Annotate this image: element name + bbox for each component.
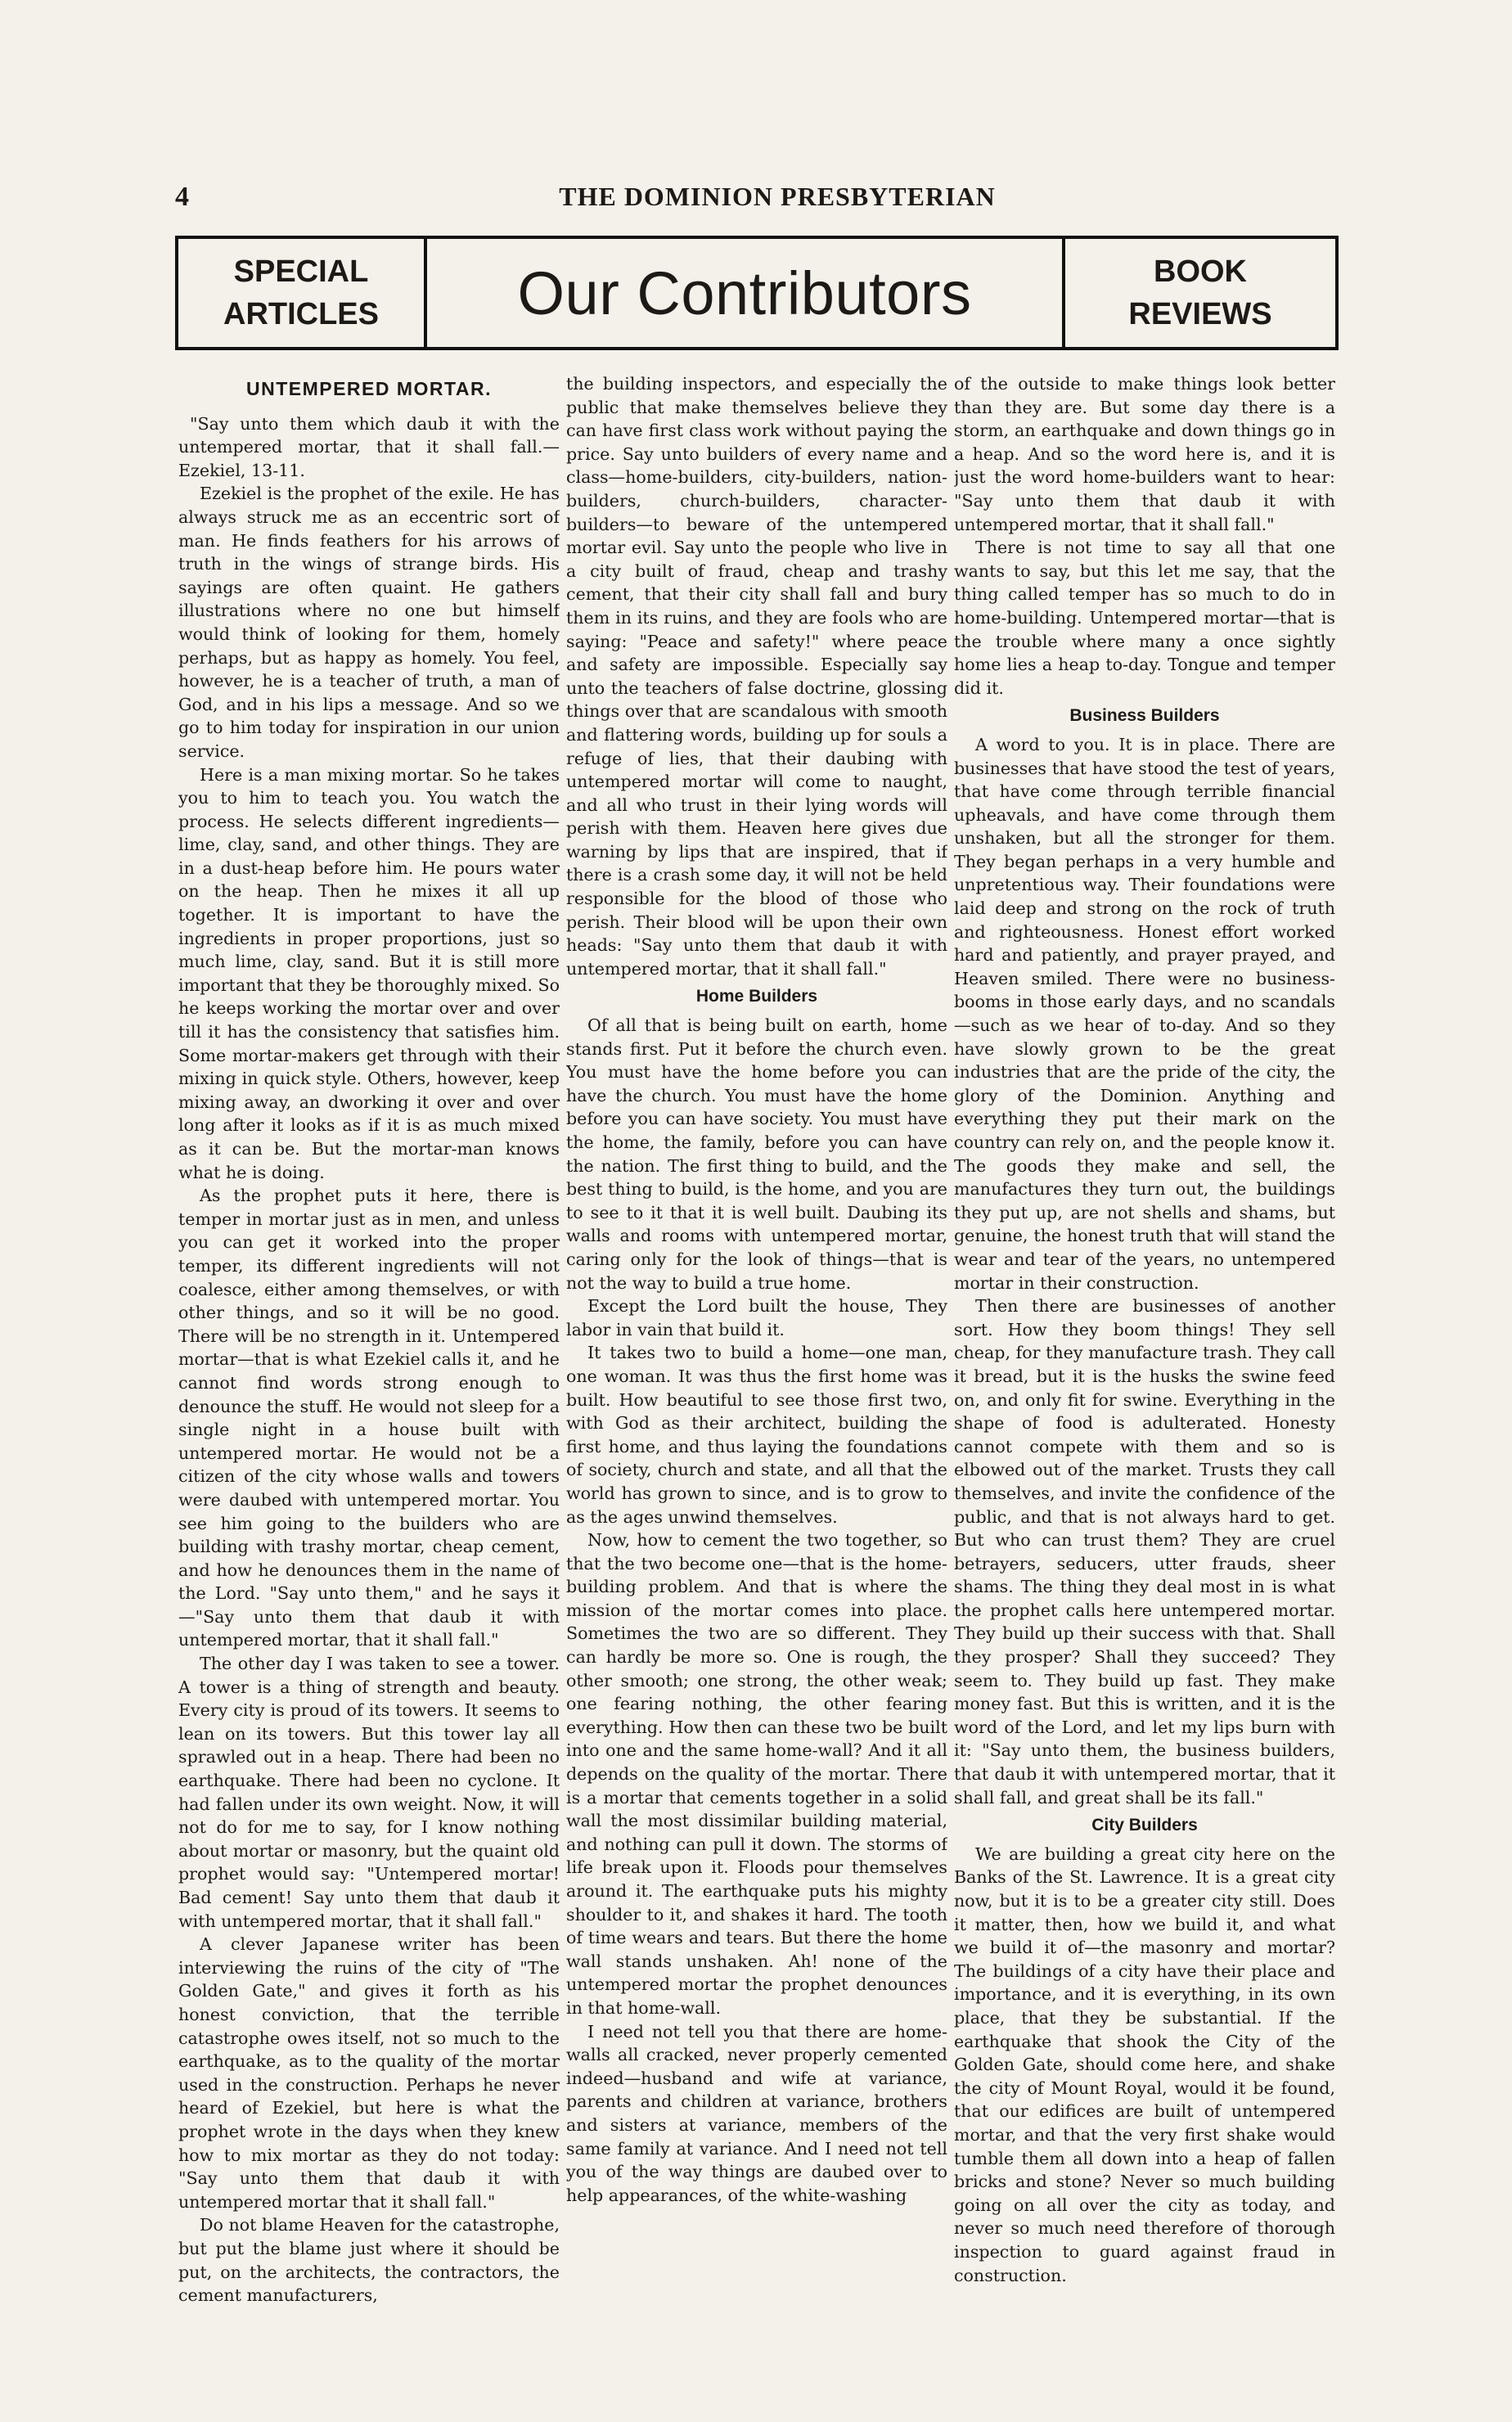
paragraph: The other day I was taken to see a tower. A tower is a thing of strength and beauty. Every city is proud of its towers. It seems to lean on its towers. But this tower lay all sprawled out in a heap. There had been no earthquake. There had been no cyclone. It had fallen under its own weight. Now, it will not do for me to say, for I know nothing about mortar or masonry, but the quaint old prophet would say: "Untempered mortar! Bad cement! Say unto them that daub it with untempered mortar, that it shall fall." [178, 1654, 560, 1931]
banner-center-box [424, 239, 1065, 347]
paragraph: Then there are businesses of another sort. How they boom things! They sell cheap, for they manufacture trash. They call it bread, but it is the husks the swine feed on, and only fit for swine. Everything in the shape of food is adulterated. Honesty cannot compete with them and so is elbowed out of the market. Trusts they call themselves, and invite the confidence of the public, and that is not always hard to get. But who can trust them? They are cruel betrayers, seducers, utter frauds, sheer shams. The thing they deal most in is what the prophet calls here untempered mortar. They build up their success with that. Shall they prosper? Shall they succeed? They seem to. They build up fast. They make money fast. But this is written, and it is the word of the Lord, and let my lips burn with it: "Say unto them, the business builders, that daub it with untempered mortar, that it shall fall, and great shall be its fall." [954, 1296, 1335, 1807]
section-heading: Home Builders [695, 987, 818, 1006]
section-banner [175, 236, 1339, 350]
article-column-3 [954, 372, 1335, 2385]
paragraph: As the prophet puts it here, there is temper in mortar just as in men, and unless you can get it worked into the proper temper, its different ingredients will not coalesce, either among themselves, or with other things, and so it will be no good. There will be no strength in it. Untempered mortar—that is what Ezekiel calls it, and he cannot find words strong enough to denounce the stuff. He would not sleep for a single night in a house built with untempered mortar. He would not be a citizen of the city whose walls and towers were daubed with untempered mortar. You see him going to the builders who are building with trashy mortar, cheap cement, and how he denounces them in the name of the Lord. "Say unto them," and he says it—"Say unto them that daub it with untempered mortar, that it shall fall." [178, 1186, 560, 1650]
section-heading: City Builders [1091, 1816, 1198, 1835]
section-heading: Business Builders [1069, 706, 1220, 726]
banner-left-box [178, 239, 427, 347]
paragraph: There is not time to say all that one wants to say, but this let me say, that the thing called temper has so much to do in home-building. Untempered mortar—that is the trouble where many a once sightly home lies a heap to-day. Tongue and temper did it. [954, 538, 1335, 698]
publication-title: THE DOMINION PRESBYTERIAN [559, 182, 996, 211]
paragraph: of the outside to make things look better than they are. But some day there is a storm, an earthquake and down things go in a heap. And so the word here is, and it is just the word home-builders want to hear: "Say unto them that daub it with untempered mortar, that it shall fall." [954, 374, 1335, 534]
article-column-1 [178, 372, 560, 2385]
paragraph: A word to you. It is in place. There are businesses that have stood the test of years, that have come through terrible financial upheavals, and have come through them unshaken, but all the stronger for them. They began perhaps in a very humble and unpretentious way. Their foundations were laid deep and strong on the rock of truth and righteousness. Honest effort worked hard and patiently, and prayer prayed, and Heaven smiled. There were no business-booms in those early days, and no scandals—such as we hear of to-day. And so they have slowly grown to be the great industries that are the pride of the city, the glory of the Dominion. Anything and everything they put their mark on the country can rely on, and the people know it. The goods they make and sell, the manufactures they turn out, the buildings they put up, are not shells and shams, but genuine, the honest truth that will stand the wear and tear of the years, no untempered mortar in their construction. [954, 734, 1335, 1293]
paragraph: Of all that is being built on earth, home stands first. Put it before the church even. You must have the home before you can have the church. You must have the home before you can have society. You must have the home, the family, before you can have the nation. The first thing to build, and the best thing to build, is the home, and you are to see to it that it is well built. Daubing its walls and rooms with untempered mortar, caring only for the look of things—that is not the way to build a true home. [566, 1015, 947, 1293]
section-title: Our Contributors [517, 259, 972, 327]
paragraph: A clever Japanese writer has been interviewing the ruins of the city of "The Golden Gate," and gives it forth as his honest conviction, that the terrible catastrophe owes itself, not so much to the earthquake, as to the quality of the mortar used in the construction. Perhaps he never heard of Ezekiel, but here is what the prophet wrote in the days when they knew how to mix mortar as they do not today: "Say unto them that daub it with untempered mortar that it shall fall." [178, 1934, 560, 2212]
banner-right-box [1062, 239, 1335, 347]
paragraph: Except the Lord built the house, They labor in vain that build it. [566, 1296, 947, 1339]
paragraph: We are building a great city here on the Banks of the St. Lawrence. It is a great city now, but it is to be a greater city still. Does it matter, then, how we build it, and what we build it of—the masonry and mortar? The buildings of a city have their place and importance, and it is everything, in its own place, that they be substantial. If the earthquake that shook the City of the Golden Gate, should come here, and shake the city of Mount Royal, would it be found, that our edifices are built of untempered mortar, and that the very first shake would tumble them all down into a heap of fallen bricks and stone? Never so much building going on all over the city as today, and never so much need therefore of thorough inspection to guard against fraud in construction. [954, 1844, 1335, 2285]
book-reviews-label: BOOK REVIEWS [1128, 254, 1272, 331]
article-title: UNTEMPERED MORTAR. [245, 378, 492, 399]
scripture-quote: "Say unto them which daub it with the untempered mortar, that it shall fall.—Ezekiel, 13-11. [178, 413, 560, 480]
paragraph: Here is a man mixing mortar. So he takes you to him to teach you. You watch the process. He selects different ingredients—lime, clay, sand, and other things. They are in a dust-heap before him. He pours water on the heap. Then he mixes it all up together. It is important to have the ingredients in proper proportions, just so much lime, clay, sand. But it is still more important that they be thoroughly mixed. So he keeps working the mortar over and over till it has the consistency that satisfies him. Some mortar-makers get through with their mixing in quick style. Others, however, keep mixing away, an dworking it over and over long after it looks as if it is as much mixed as it can be. But the mortar-man knows what he is doing. [178, 764, 560, 1182]
paragraph: the building inspectors, and especially the public that make themselves believe they can have first class work without paying the price. Say unto builders of every name and class—home-builders, city-builders, nation-builders, church-builders, character-builders—to beware of the untempered mortar evil. Say unto the people who live in a city built of fraud, cheap and trashy cement, that their city shall fall and bury them in its ruins, and they are fools who are saying: "Peace and safety!" where peace and safety are impossible. Especially say unto the teachers of false doctrine, glossing things over that are scandalous with smooth and flattering words, building up for souls a refuge of lies, that their daubing with untempered mortar will come to naught, and all who trust in their lying words will perish with them. Heaven here gives due warning by lips that are inspired, that if there is a crash some day, it will not be held responsible for the blood of those who perish. Their blood will be upon their own heads: "Say unto them that daub it with untempered mortar, that it shall fall." [566, 374, 947, 979]
paragraph: It takes two to build a home—one man, one woman. It was thus the first home was built. How beautiful to see those first two, with God as their architect, building the first home, and thus laying the foundations of society, church and state, and all that the world has grown to since, and is to grow to as the ages unwind themselves. [566, 1343, 947, 1527]
article-column-2 [566, 372, 947, 2385]
paragraph: Now, how to cement the two together, so that the two become one—that is the home-building problem. And that is where the mission of the mortar comes into place. Sometimes the two are so different. They can hardly be more so. One is rough, the other smooth; one strong, the other weak; one fearing nothing, the other fearing everything. How then can these two be built into one and the same home-wall? And it all depends on the quality of the mortar. There is a mortar that cements together in a solid wall the most dissimilar building material, and nothing can pull it down. The storms of life break upon it. Floods pour themselves around it. The earthquake puts his mighty shoulder to it, and shakes it hard. The tooth of time wears and tears. But there the home wall stands unshaken. Ah! none of the untempered mortar the prophet denounces in that home-wall. [566, 1530, 947, 2018]
special-articles-label: SPECIAL ARTICLES [223, 254, 379, 331]
paragraph: Ezekiel is the prophet of the exile. He has always struck me as an eccentric sort of man. He finds feathers for his arrows of truth in the wings of strange birds. His sayings are often quaint. He gathers illustrations where no one but himself would think of looking for them, homely perhaps, but as happy as homely. You feel, however, he is a teacher of truth, a man of God, and in his lips a message. And so we go to him today for inspiration in our union service. [178, 484, 560, 761]
page-number: 4 [175, 182, 189, 212]
paragraph: Do not blame Heaven for the catastrophe, but put the blame just where it should be put, on the architects, the contractors, the cement manufacturers, [178, 2215, 560, 2306]
paragraph: I need not tell you that there are home-walls all cracked, never properly cemented indeed—husband and wife at variance, parents and children at variance, brothers and sisters at variance, members of the same family at variance. And I need not tell you of the way things are daubed over to help appearances, of the white-washing [566, 2021, 947, 2205]
